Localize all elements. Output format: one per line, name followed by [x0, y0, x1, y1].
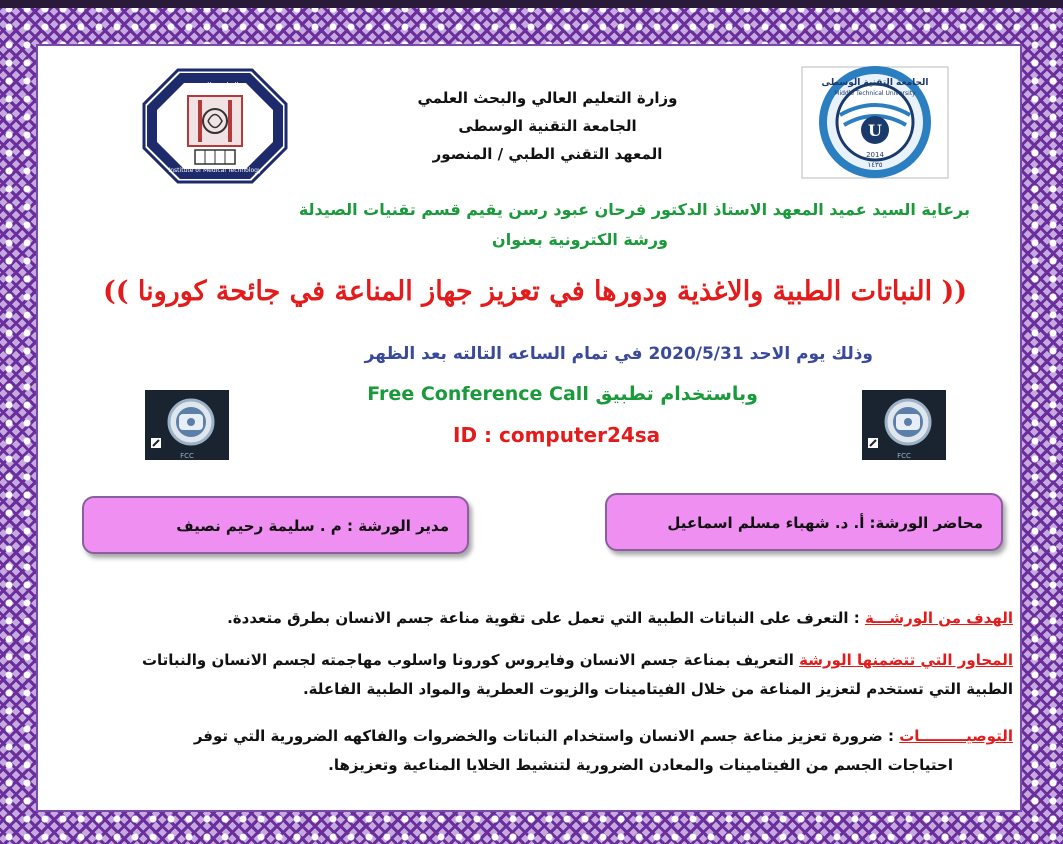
axes-section	[142, 646, 1013, 704]
svg-text:U: U	[868, 121, 882, 140]
phone-icon	[145, 390, 229, 460]
goal-text: : التعرف على النباتات الطبية التي تعمل على تقوية مناعة جسم الانسان بطرق متعددة.	[227, 609, 865, 627]
axes-text-1: التعريف بمناعة جسم الانسان وفايروس كورونا واسلوب مهاجمته لجسم الانسان والنباتات	[141, 651, 800, 669]
university-logo-year: 2014	[866, 151, 884, 159]
phone-icon-right	[862, 390, 946, 460]
ministry-header	[400, 84, 695, 168]
phone-icon-caption: FCC	[180, 452, 194, 460]
app-prefix: وباستخدام تطبيق	[595, 383, 758, 405]
axes-label: المحاور التي تتضمنها الورشة	[799, 651, 1013, 669]
workshop-title: (( النباتات الطبية والاغذية ودورها في تعزيز جهاز المناعة في جائحة كورونا ))	[102, 276, 968, 307]
recommendations-text-1: : ضرورة تعزيز مناعة جسم الانسان واستخدام النباتات والخضروات والفاكهه الضرورية التي توفر	[193, 727, 900, 745]
schedule-line: وذلك يوم الاحد 2020/5/31 في تمام الساعه التالته بعد الظهر	[364, 344, 873, 364]
conference-id: ID : computer24sa	[453, 423, 661, 447]
sponsor-line: برعاية السيد عميد المعهد الاستاذ الدكتور فرحان عبود رسن يقيم قسم تقنيات الصيدلة	[298, 200, 970, 219]
manager-box: مدير الورشة : م . سليمة رحيم نصيف	[82, 496, 469, 554]
phone-icon-caption: FCC	[897, 452, 911, 460]
institute-logo-english: Institute of Medical Technology	[168, 167, 262, 174]
ministry-line-3: المعهد التقني الطبي / المنصور	[432, 145, 663, 163]
university-logo-icon	[800, 65, 950, 180]
workshop-intro: ورشة الكترونية بعنوان	[492, 230, 668, 249]
ministry-line-2: الجامعة التقنية الوسطى	[458, 117, 637, 135]
axes-text-2: الطبية التي تستخدم لتعزيز المناعة من خلال الفيتامينات والزيوت العطرية والمواد الطبية الفاعلة.	[302, 680, 1013, 698]
recommendations-label: التوصيـــــــــات	[899, 727, 1013, 745]
institute-logo-arabic: الجامعة التقنية	[191, 81, 239, 90]
institute-logo-icon	[140, 66, 290, 186]
university-logo-english: Middle Technical University	[834, 90, 916, 97]
goal-label: الهدف من الورشـــة	[864, 609, 1013, 627]
recommendations-text-2: احتياجات الجسم من الفيتامينات والمعادن الضرورية لتنشيط الخلايا المناعية وتعزيزها.	[328, 756, 953, 774]
phone-icon	[862, 390, 946, 460]
recommendations-section	[194, 722, 1013, 780]
ministry-line-1: وزارة التعليم العالي والبحث العلمي	[417, 89, 678, 107]
goal-section	[227, 604, 1013, 633]
university-logo-arabic: الجامعة التقنية الوسطى	[821, 78, 929, 88]
app-line	[367, 383, 758, 405]
top-strip	[0, 0, 1063, 8]
phone-icon-left	[145, 390, 229, 460]
app-name: Free Conference Call	[367, 383, 589, 405]
lecturer-box: محاضر الورشة: أ. د. شهباء مسلم اسماعيل	[605, 493, 1003, 551]
university-logo-year-arabic: ١٤٣٥	[867, 161, 883, 169]
